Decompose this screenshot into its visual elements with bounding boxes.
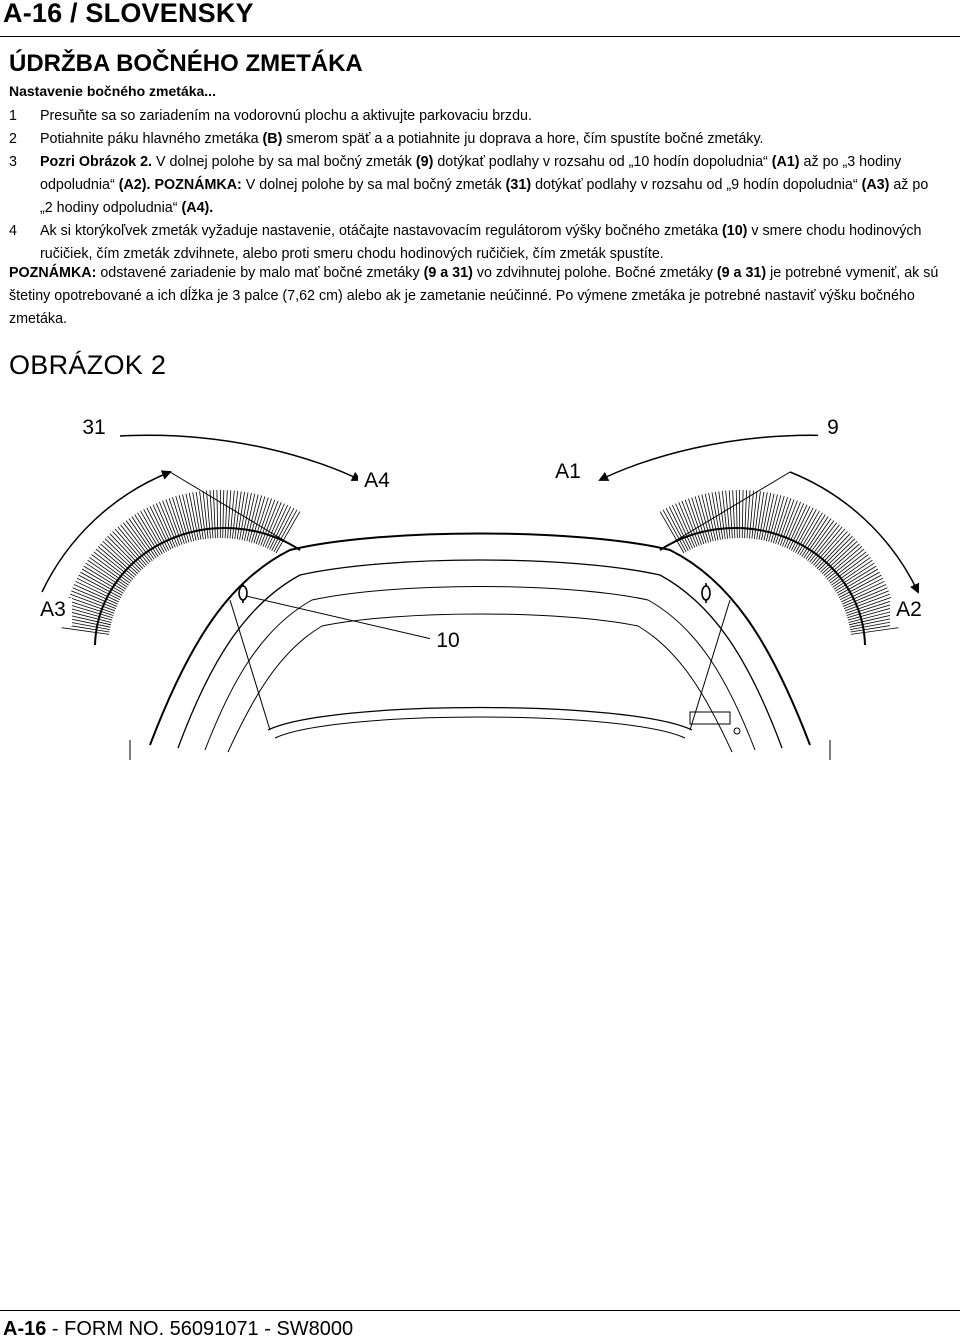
bristle [249,496,262,542]
step-2 [9,128,941,151]
right-adjustment-knob [702,583,710,603]
step-text: Ak si ktorýkoľvek zmeták vyžaduje nastavenie, otáčajte nastavovacím regulátorom výšky bočného zmetáka (10) v smere chodu hodinových ručičiek, čím zmeták zdvihnete, alebo proti smeru chodu hodinových ručičiek, čím zmeták spustíte. [40,223,922,262]
right-broom-bristles [660,490,898,634]
callout-10: 10 [430,629,466,657]
step-text: Pozri Obrázok 2. V dolnej polohe by sa mal bočný zmeták (9) dotýkať podlahy v rozsahu od „10 hodín dopoludnia“ (A1) až po „3 hodiny odpoludnia“ (A2). POZNÁMKA: V dolnej polohe by sa mal bočný zmeták (31) dotýkať podlahy v rozsahu od „9 hodín dopoludnia“ (A3) až po „2 hodiny odpoludnia“ (A4). [40,154,929,216]
bristle [223,490,224,538]
step-text: Potiahnite páku hlavného zmetáka (B) smerom späť a a potiahnite ju doprava a hore, čím spustíte bočné zmetáky. [40,131,764,147]
bristle [232,491,237,539]
callout-a1: A1 [549,460,587,488]
bristle [798,513,823,554]
bristle [695,496,708,542]
callout-a4: A4 [358,469,396,497]
callout-9: 9 [818,416,848,444]
maintenance-note: POZNÁMKA: odstavené zariadenie by malo mať bočné zmetáky (9 a 31) vo zdvihnutej polohe. Bočné zmetáky (9 a 31) je potrebné vymeniť, ak sú štetiny opotrebované a ich dĺžka je 3 palce (7,62 cm) alebo ak je zametanie neúčinné. Po výmene zmetáka je potrebné nastaviť výšku bočného zmetáka. [9,265,939,327]
section-subtitle: Nastavenie bočného zmetáka... [9,83,216,99]
footer-divider [0,1310,960,1311]
instruction-steps [9,105,941,266]
bristle [135,515,161,556]
bristle [733,490,735,538]
bristle [745,490,747,538]
step-text: Presuňte sa so zariadením na vodorovnú plochu a aktivujte parkovaciu brzdu. [40,108,532,124]
diagram-illustration [0,400,960,800]
step-number: 2 [9,131,17,147]
step-number: 1 [9,108,17,124]
knob-leader-line [246,596,436,640]
bristle [742,490,743,538]
bristle [847,604,893,618]
step-3 [9,151,941,220]
page-footer [3,1318,353,1341]
machine-body [130,534,830,761]
callout-31: 31 [76,416,112,444]
step-number: 3 [9,154,17,170]
side-broom-diagram [0,400,960,800]
bristle [848,607,894,620]
bristle [217,490,218,538]
bristle [722,491,727,539]
bristle [66,607,112,620]
right-arc-a1-to-a2 [790,472,918,592]
figure-title: OBRÁZOK 2 [9,350,167,380]
bristle [141,511,165,553]
bristle [200,491,206,539]
bristle [213,490,215,538]
step-4 [9,220,941,266]
bristle [67,604,113,618]
bristle [252,496,265,542]
header-divider [0,36,960,37]
bristle [138,513,163,554]
footer-page-number: A-16 [3,1318,47,1340]
callout-a3: A3 [34,598,72,626]
bristle [800,515,826,556]
left-arc-to-a4 [120,435,360,480]
bristle [225,490,227,538]
footer-form-number: - FORM NO. 56091071 - SW8000 [46,1318,354,1340]
right-arc-to-a1 [600,435,840,480]
bristle [754,491,760,539]
step-1 [9,105,941,128]
callout-a2: A2 [890,598,928,626]
step-number: 4 [9,223,17,239]
bristle [736,490,737,538]
bristle [796,511,820,553]
bristle [698,496,711,542]
page-header-title: A-16 / SLOVENSKY [3,0,254,28]
left-arc-a3-to-a4 [42,472,170,592]
left-broom-bristles [62,490,300,634]
section-title: ÚDRŽBA BOČNÉHO ZMETÁKA [9,50,363,77]
